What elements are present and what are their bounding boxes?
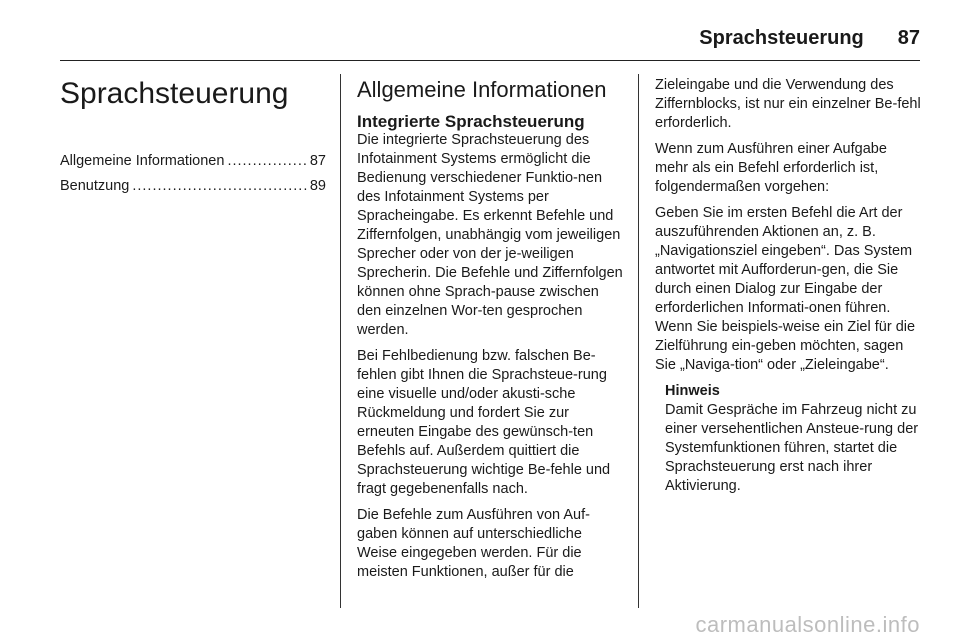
page-header xyxy=(60,18,920,58)
content-column-middle xyxy=(357,76,623,589)
toc-entry-allgemeine[interactable] xyxy=(60,152,326,171)
paragraph: Zieleingabe und die Verwendung des Ziffernblocks, ist nur ein einzelner Be-fehl erforderlich. xyxy=(655,77,921,131)
watermark: carmanualsonline.info xyxy=(695,612,920,637)
toc-column xyxy=(60,76,326,202)
subsection-title: Integrierte Sprachsteuerung xyxy=(357,112,585,131)
toc-entry-page: 87 xyxy=(309,153,326,169)
paragraph: Die Befehle zum Ausführen von Auf-gaben können auf unterschiedliche Weise eingegeben werden. Für die meisten Funktionen, außer für die xyxy=(357,507,590,580)
paragraph: Geben Sie im ersten Befehl die Art der auszuführenden Aktionen an, z. B. „Navigationsziel eingeben“. Das System antwortet mit Aufforderun-gen, die Sie durch einen Dialog zur Eingabe der erforderlichen Informati-onen führen. Wenn Sie beispiels-weise ein Ziel für die Zielführung ein-geben möchten, sagen Sie „Naviga-tion“ oder „Zieleingabe“. xyxy=(655,205,916,373)
paragraph: Bei Fehlbedienung bzw. falschen Be-fehlen gibt Ihnen die Sprachsteue-rung eine visuelle und/oder akusti-sche Rückmeldung und fordert Sie zur erneuten Eingabe des gewünsch-ten Befehls auf. Außerdem quittiert die Sprachsteuerung wichtige Be-fehle und fragt gegebenenfalls nach. xyxy=(357,348,611,497)
note-text: Damit Gespräche im Fahrzeug nicht zu einer versehentlichen Ansteue-rung der Systemfunktionen führen, startet die Sprachsteuerung erst nach ihrer Aktivierung. xyxy=(665,402,919,494)
section-title: Allgemeine Informationen xyxy=(357,77,607,102)
toc-entry-page: 89 xyxy=(309,178,326,194)
column-divider-left xyxy=(340,74,341,608)
note-title: Hinweis xyxy=(665,383,720,399)
toc-entry-label: Benutzung xyxy=(60,178,130,194)
toc-leader-dots xyxy=(132,177,307,196)
paragraph: Wenn zum Ausführen einer Aufgabe mehr als ein Befehl erforderlich ist, folgendermaßen vorgehen: xyxy=(655,141,887,195)
toc-leader-dots xyxy=(227,152,306,171)
column-divider-right xyxy=(638,74,639,608)
chapter-title: Sprachsteuerung xyxy=(60,77,289,110)
note-box xyxy=(665,382,921,496)
header-title: Sprachsteuerung xyxy=(699,26,864,49)
content-column-right xyxy=(655,76,921,496)
toc-entry-label: Allgemeine Informationen xyxy=(60,153,225,169)
toc-entry-benutzung[interactable] xyxy=(60,177,326,196)
page-number: 87 xyxy=(897,26,920,49)
paragraph: Die integrierte Sprachsteuerung des Infotainment Systems ermöglicht die Bedienung verschiedener Funktio-nen des Infotainment Systems per Spracheingabe. Es erkennt Befehle und Ziffernfolgen, unabhängig vom jeweiligen Sprecher oder von der je-weiligen Sprecherin. Die Befehle und Ziffernfolgen können ohne Sprach-pause zwischen den einzelnen Wor-ten gesprochen werden. xyxy=(357,132,623,338)
header-rule xyxy=(60,60,920,61)
